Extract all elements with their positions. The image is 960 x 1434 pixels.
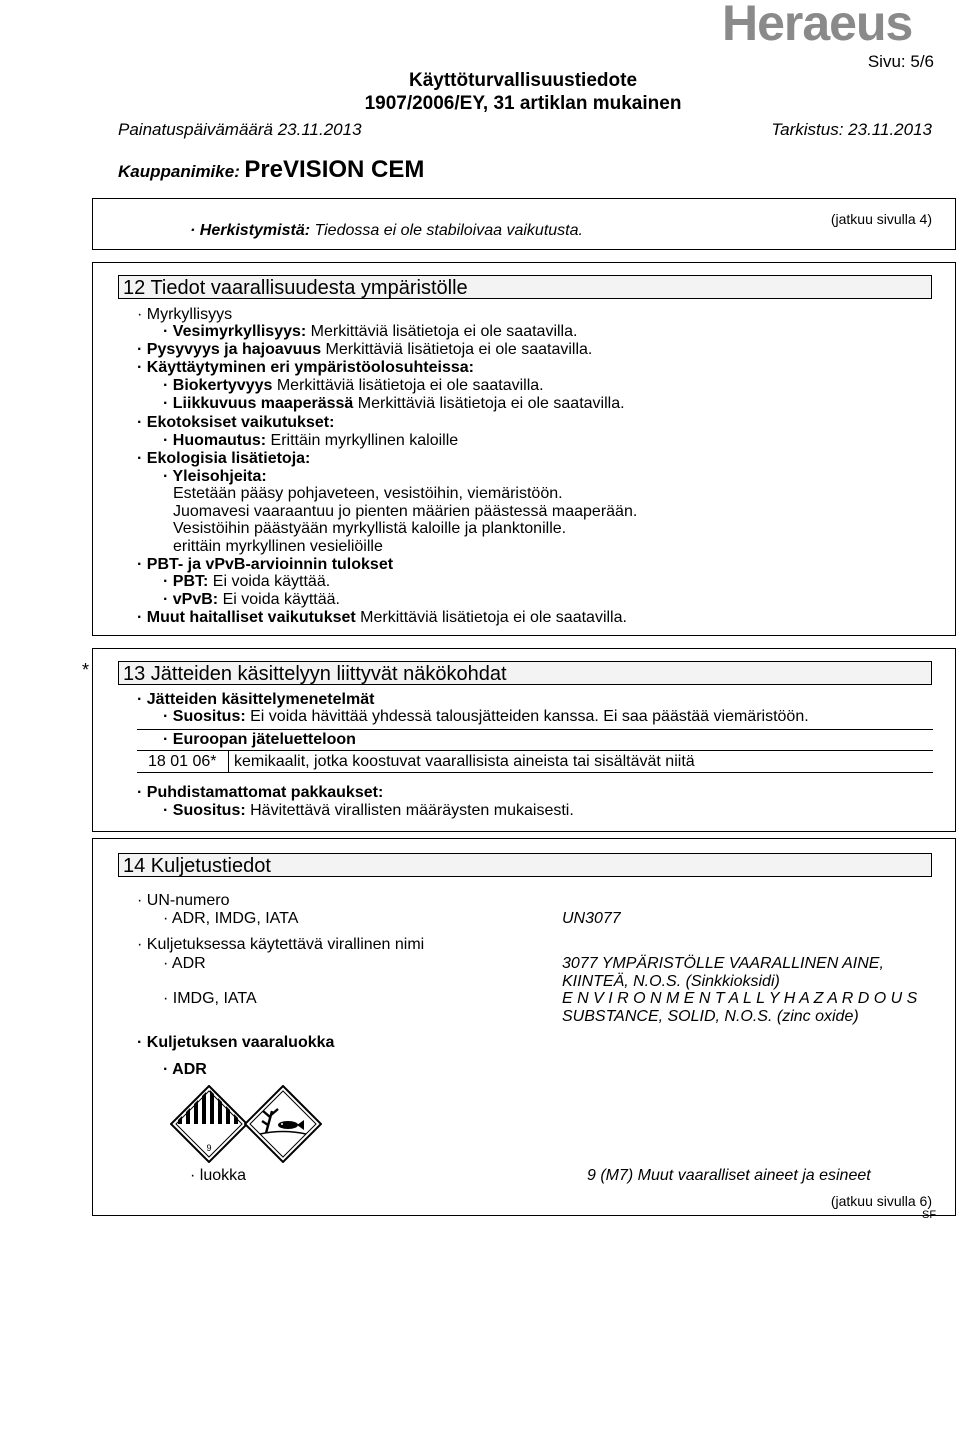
un-number-heading: · UN-numero <box>137 892 230 909</box>
mobility-text: Merkittäviä lisätietoja ei ole saatavilla. <box>353 395 625 412</box>
shipping-name-heading: · Kuljetuksessa käytettävä virallinen nimi <box>137 936 425 953</box>
trade-name-label: Kauppanimike: <box>118 162 240 181</box>
shipping-name-adr: · ADR <box>163 955 206 972</box>
packaging-heading: · Puhdistamattomat pakkaukset: <box>137 784 384 801</box>
section-12-heading: 12 Tiedot vaarallisuudesta ympäristölle <box>118 275 932 299</box>
revision-star: * <box>82 660 90 680</box>
continued-to: (jatkuu sivulla 6) <box>830 1193 932 1209</box>
trade-name-value: PreVISION CEM <box>244 156 425 183</box>
shipping-name-adr-value-1: 3077 YMPÄRISTÖLLE VAARALLINEN AINE, <box>562 955 884 972</box>
waste-code-description: kemikaalit, jotka koostuvat vaarallisista aineista tai sisältävät niitä <box>234 753 695 770</box>
waste-table-divider <box>228 750 229 772</box>
section-14-heading: 14 Kuljetustiedot <box>118 853 932 877</box>
continued-from: (jatkuu sivulla 4) <box>830 211 932 227</box>
document-title: Käyttöturvallisuustiedote <box>408 70 638 91</box>
class-value: 9 (M7) Muut vaaralliset aineet ja esineet <box>587 1167 871 1184</box>
aquatic-toxicity <box>163 323 577 341</box>
waste-table-mid-rule <box>137 750 933 751</box>
shipping-name-imdg-value-1: E N V I R O N M E N T A L L Y H A Z A R D O U S <box>562 990 918 1007</box>
shipping-name-imdg: · IMDG, IATA <box>163 990 257 1007</box>
ecological-info-heading: · Ekologisia lisätietoja: <box>137 450 311 467</box>
recommendation-2-label: · Suositus: <box>163 802 246 819</box>
shipping-name-adr-value-2: KIINTEÄ, N.O.S. (Sinkkioksidi) <box>562 973 780 990</box>
heraeus-logo: Heraeus <box>722 0 913 51</box>
general-notes-heading: · Yleisohjeita: <box>163 468 267 485</box>
un-number-value: UN3077 <box>562 910 621 927</box>
persistence-text: Merkittäviä lisätietoja ei ole saatavilla. <box>321 341 593 358</box>
recommendation-1 <box>163 708 809 726</box>
toxicity-heading: · Myrkyllisyys <box>137 306 233 323</box>
disposal-methods-heading: · Jätteiden käsittelymenetelmät <box>137 691 375 708</box>
class-9-number: 9 <box>206 1143 212 1153</box>
persistence <box>137 341 592 359</box>
general-note-4: erittäin myrkyllinen vesieliöille <box>173 538 383 555</box>
waste-table-bottom-rule <box>137 772 933 773</box>
pbt-text: Ei voida käyttää. <box>208 573 331 590</box>
aquatic-toxicity-text: Merkittäviä lisätietoja ei ole saatavilla. <box>306 323 578 340</box>
remark-label: · Huomautus: <box>163 432 267 449</box>
vpvb-label: · vPvB: <box>163 591 219 608</box>
other-effects-text: Merkittäviä lisätietoja ei ole saatavilla. <box>355 609 627 626</box>
remark-text: Erittäin myrkyllinen kaloille <box>266 432 459 449</box>
waste-table-top-rule <box>137 729 933 730</box>
sensitization-label: · Herkistymistä: <box>190 222 311 239</box>
waste-code: 18 01 06* <box>148 753 217 770</box>
shipping-name-imdg-value-2: SUBSTANCE, SOLID, N.O.S. (zinc oxide) <box>562 1008 859 1025</box>
remark <box>163 432 458 450</box>
hazard-class-heading: · Kuljetuksen vaaraluokka <box>137 1034 335 1051</box>
footer-language-code: SF <box>922 1209 937 1221</box>
trade-name <box>118 156 424 184</box>
hazard-class-adr: · ADR <box>163 1061 207 1078</box>
environment-hazard-icon <box>244 1085 322 1163</box>
sensitization-text: Tiedossa ei ole stabiloivaa vaikutusta. <box>310 222 583 239</box>
recommendation-1-text: Ei voida hävittää yhdessä talousjätteiden kanssa. Ei saa päästää viemäristöön. <box>245 708 809 725</box>
bioaccumulation <box>163 377 544 395</box>
pbt-label: · PBT: <box>163 573 209 590</box>
waste-catalogue-heading: · Euroopan jäteluetteloon <box>163 731 356 748</box>
sensitization-line <box>190 222 583 240</box>
class-9-hazard-icon <box>170 1085 248 1163</box>
general-note-2: Juomavesi vaaraantuu jo pienten määrien päästessä maaperään. <box>173 503 638 520</box>
mobility-label: · Liikkuvuus maaperässä <box>163 395 354 412</box>
ecotoxic-heading: · Ekotoksiset vaikutukset: <box>137 414 335 431</box>
behaviour-heading: · Käyttäytyminen eri ympäristöolosuhteissa: <box>137 359 474 376</box>
mobility <box>163 395 625 413</box>
recommendation-2-text: Hävitettävä virallisten määräysten mukaisesti. <box>245 802 574 819</box>
aquatic-toxicity-label: · Vesimyrkyllisyys: <box>163 323 307 340</box>
section-13-heading: 13 Jätteiden käsittelyyn liittyvät näkökohdat <box>118 661 932 685</box>
pbt-heading: · PBT- ja vPvB-arvioinnin tulokset <box>137 556 394 573</box>
revision-date: Tarkistus: 23.11.2013 <box>771 120 932 139</box>
bioaccumulation-label: · Biokertyvyys <box>163 377 273 394</box>
recommendation-1-label: · Suositus: <box>163 708 246 725</box>
class-label: · luokka <box>190 1167 247 1184</box>
print-date: Painatuspäivämäärä 23.11.2013 <box>118 120 362 139</box>
vpvb-line <box>163 591 340 609</box>
un-number-sub: · ADR, IMDG, IATA <box>163 910 299 927</box>
other-effects-label: · Muut haitalliset vaikutukset <box>137 609 356 626</box>
other-effects <box>137 609 627 627</box>
general-note-1: Estetään pääsy pohjaveteen, vesistöihin, viemäristöön. <box>173 485 563 502</box>
pbt-line <box>163 573 330 591</box>
bioaccumulation-text: Merkittäviä lisätietoja ei ole saatavilla. <box>272 377 544 394</box>
general-note-3: Vesistöihin päästyään myrkyllistä kaloille ja planktonille. <box>173 520 567 537</box>
recommendation-2 <box>163 802 574 820</box>
vpvb-text: Ei voida käyttää. <box>218 591 340 608</box>
persistence-label: · Pysyvyys ja hajoavuus <box>137 341 322 358</box>
page-number: Sivu: 5/6 <box>867 52 934 71</box>
document-subtitle: 1907/2006/EY, 31 artiklan mukainen <box>364 93 682 114</box>
